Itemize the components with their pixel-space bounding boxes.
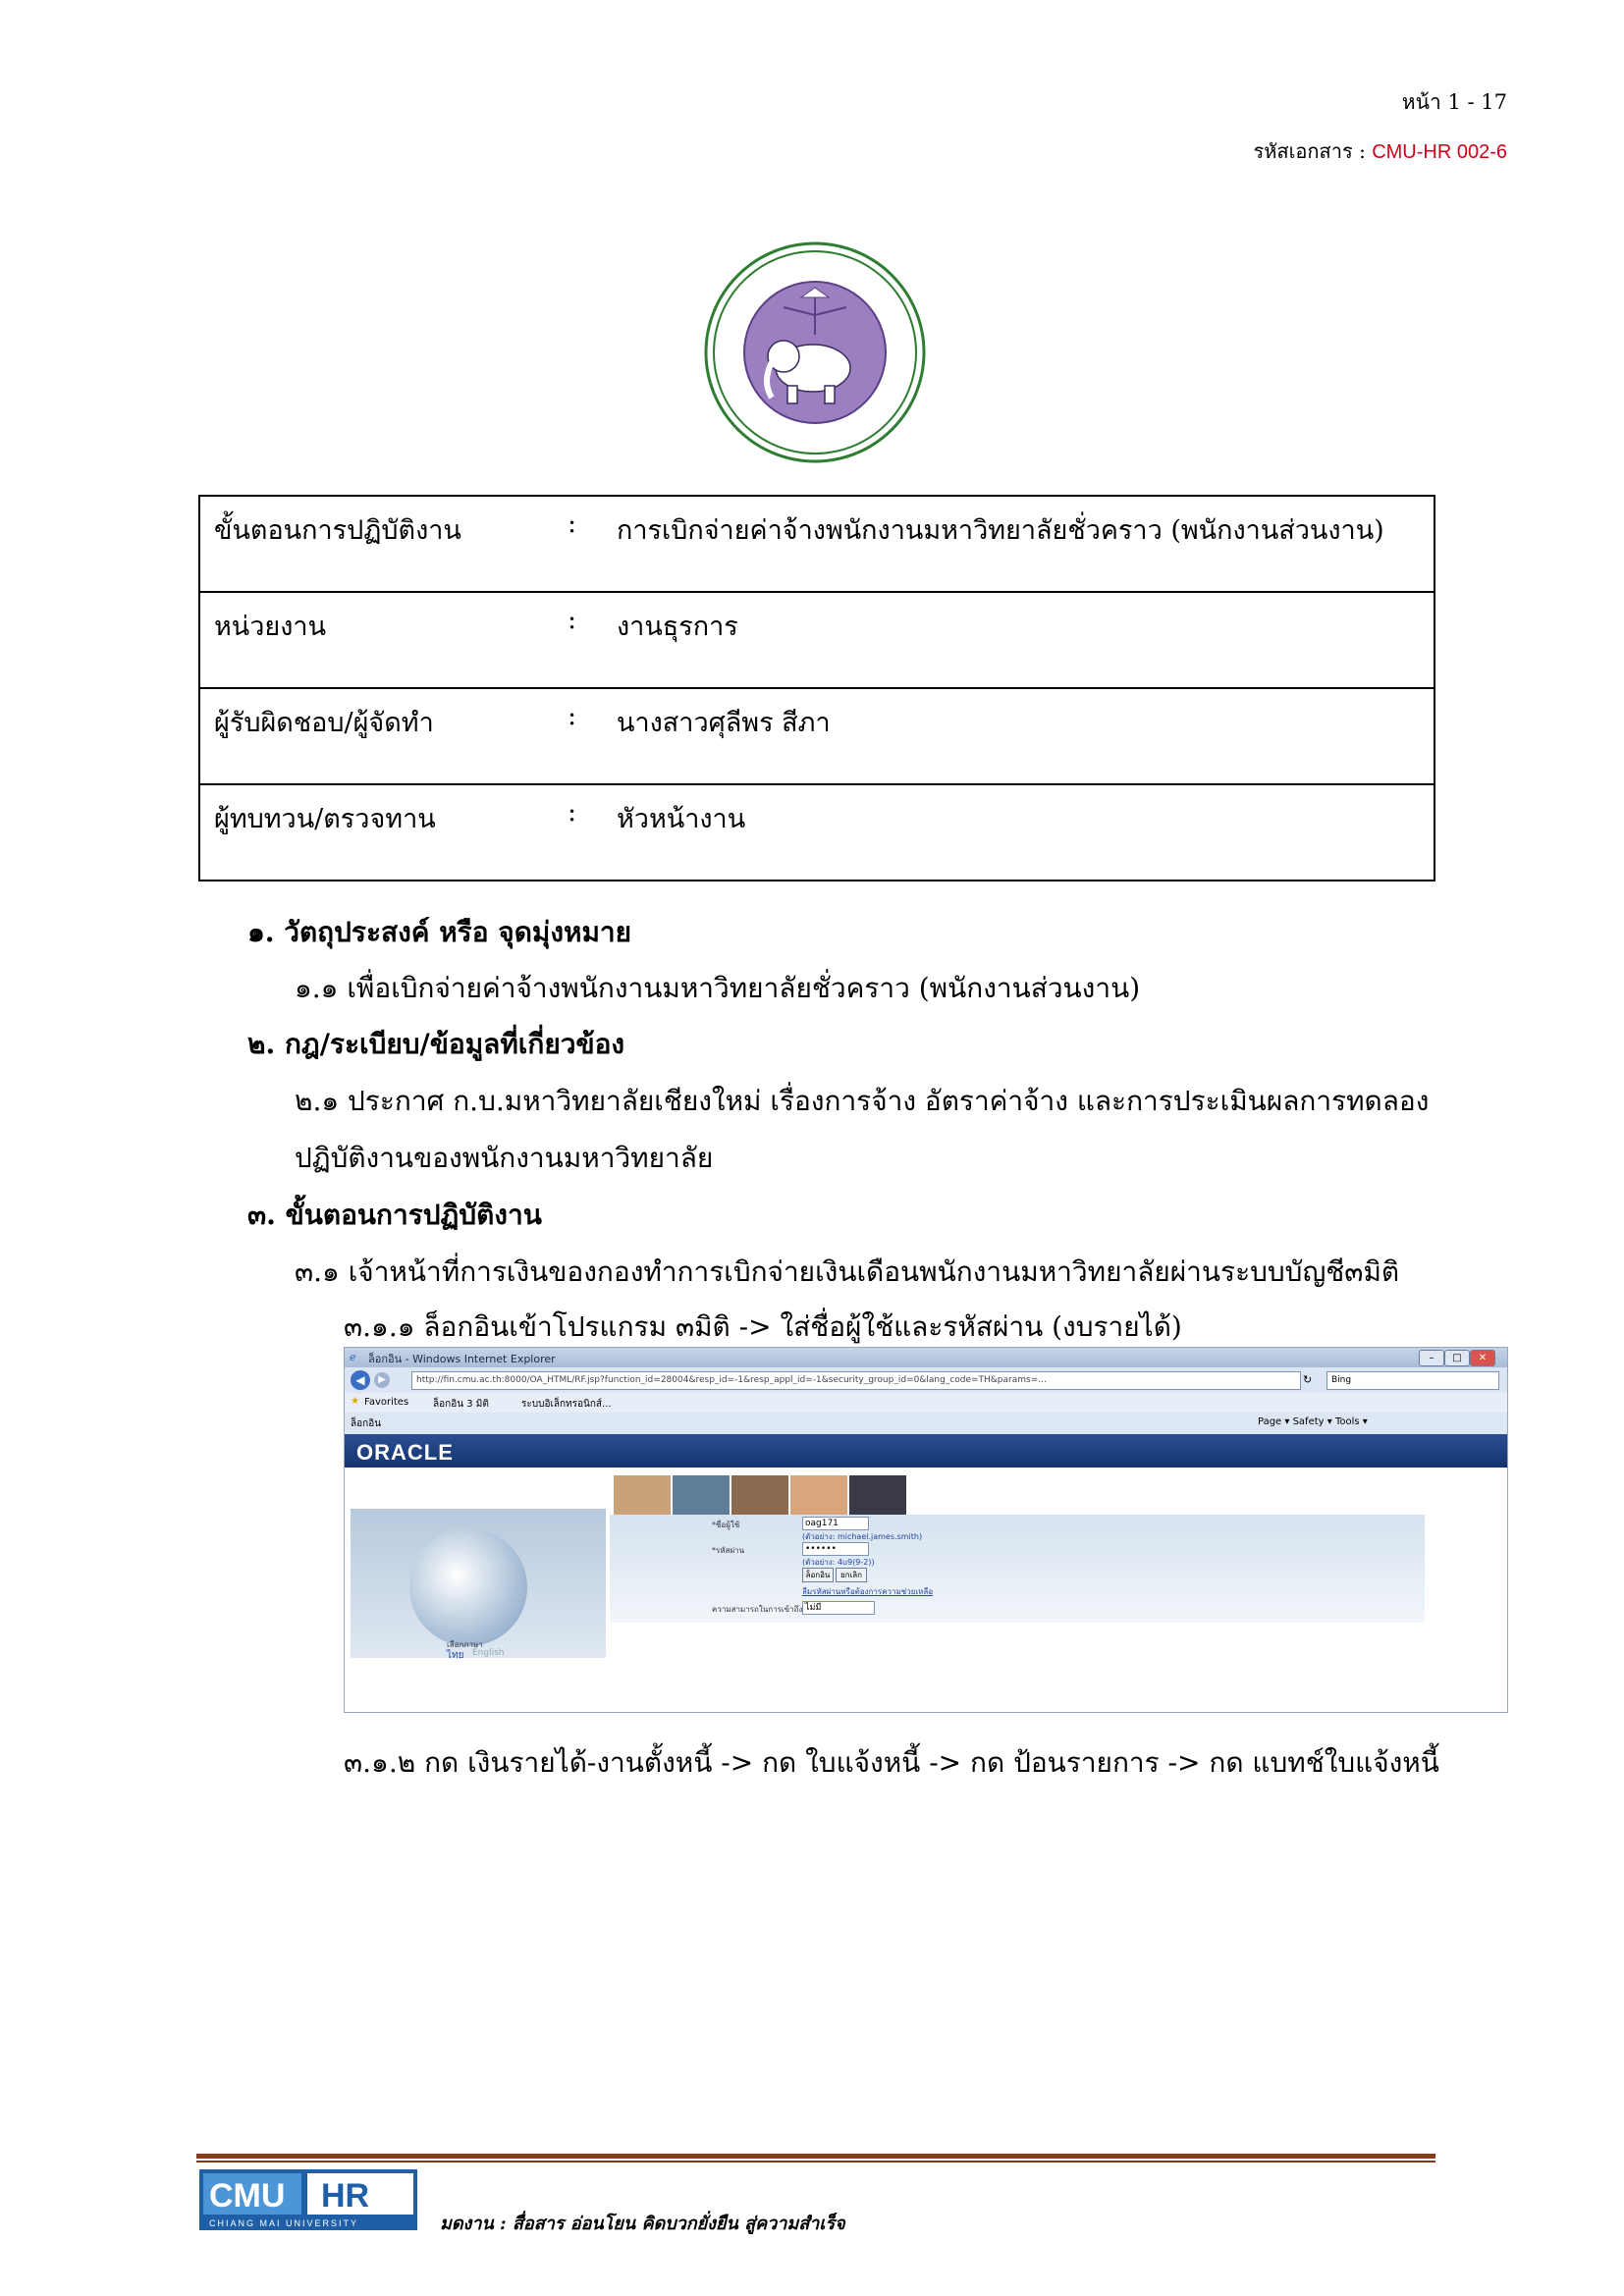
cancel-button[interactable]: ยกเลิก (836, 1568, 867, 1582)
address-bar-row (345, 1367, 1507, 1393)
password-hint: (ตัวอย่าง: 4u9(9-2)) (802, 1558, 875, 1567)
favorites-button[interactable]: Favorites (364, 1397, 409, 1408)
info-value: งานธุรการ (617, 612, 738, 642)
info-colon: : (568, 797, 577, 828)
refresh-icon[interactable]: ↻ (1303, 1373, 1313, 1386)
section-3-title: ๓. ขั้นตอนการปฏิบัติงาน (247, 1199, 542, 1231)
document-code-value: CMU-HR 002-6 (1372, 141, 1507, 163)
tab-bar (345, 1413, 1507, 1435)
banner-photo (614, 1475, 671, 1515)
section-3-1-1: ๓.๑.๑ ล็อกอินเข้าโปรแกรม ๓มิติ -> ใส่ชื่อผู้ใช้และรหัสผ่าน (งบรายได้) (344, 1310, 1182, 1343)
search-input[interactable]: Bing (1326, 1371, 1499, 1390)
info-colon: : (568, 701, 577, 731)
language-thai-link[interactable]: ไทย (447, 1650, 464, 1661)
section-2-title: ๒. กฎ/ระเบียบ/ข้อมูลที่เกี่ยวข้อง (247, 1028, 625, 1060)
accessibility-label: ความสามารถในการเข้าถึง (712, 1605, 803, 1614)
globe-image (351, 1509, 606, 1658)
page-number-value: 1 - 17 (1447, 90, 1507, 114)
info-row-procedure (199, 496, 1435, 592)
info-row-responsible (199, 688, 1435, 784)
tab-login[interactable]: ล็อกอิน (351, 1418, 382, 1429)
window-title: ล็อกอิน - Windows Internet Explorer (368, 1353, 556, 1365)
footer-rule-thin (196, 2161, 1435, 2163)
info-label: ผู้รับผิดชอบ/ผู้จัดทำ (214, 708, 434, 738)
section-2-1: ๒.๑ ประกาศ ก.บ.มหาวิทยาลัยเชียงใหม่ เรื่องการจ้าง อัตราค่าจ้าง และการประเมินผลการทดลอง (295, 1085, 1430, 1117)
star-icon: ★ (351, 1396, 359, 1407)
info-label: ขั้นตอนการปฏิบัติงาน (214, 515, 461, 546)
back-button[interactable]: ◀ (351, 1370, 370, 1390)
banner-photo (731, 1475, 788, 1515)
info-label: หน่วยงาน (214, 612, 327, 642)
favorites-bar (345, 1393, 1507, 1413)
username-input[interactable]: oag171 (802, 1517, 869, 1530)
maximize-button[interactable]: □ (1444, 1350, 1470, 1366)
info-colon: : (568, 605, 577, 635)
language-english-link[interactable]: English (472, 1648, 505, 1658)
username-label: *ชื่อผู้ใช้ (712, 1521, 740, 1529)
document-code (1253, 135, 1507, 167)
university-seal (703, 240, 927, 464)
info-label: ผู้ทบทวน/ตรวจทาน (214, 804, 436, 834)
document-code-label: รหัสเอกสาร : (1253, 139, 1366, 163)
page-label: หน้า (1401, 90, 1441, 114)
language-label: เลือกภาษา (447, 1640, 483, 1649)
svg-text:CHIANG MAI UNIVERSITY: CHIANG MAI UNIVERSITY (209, 2218, 359, 2228)
info-row-department (199, 592, 1435, 688)
section-2-1-cont: ปฏิบัติงานของพนักงานมหาวิทยาลัย (295, 1142, 714, 1174)
login-content (345, 1468, 1507, 1712)
address-input[interactable]: http://fin.cmu.ac.th:8000/OA_HTML/RF.jsp?function_id=28004&resp_id=-1&resp_appl_id=-1&security_group_id=0&lang_code=TH&params=... (411, 1371, 1301, 1390)
cmu-hr-logo (199, 2169, 417, 2230)
browser-titlebar (345, 1348, 1507, 1367)
section-1-title: ๑. วัตถุประสงค์ หรือ จุดมุ่งหมาย (247, 916, 632, 948)
favorite-item[interactable]: ล็อกอิน 3 มิติ (433, 1399, 489, 1410)
footer-motto: มดงาน : สื่อสาร อ่อนโยน คิดบวกยั่งยืน สู่ความสำเร็จ (440, 2214, 845, 2234)
svg-text:HR: HR (321, 2177, 370, 2215)
info-colon: : (568, 508, 577, 539)
favorite-item[interactable]: ระบบอิเล็กทรอนิกส์... (521, 1399, 612, 1410)
command-bar[interactable]: Page ▾ Safety ▾ Tools ▾ (1258, 1416, 1368, 1427)
section-3-1: ๓.๑ เจ้าหน้าที่การเงินของกองทำการเบิกจ่ายเงินเดือนพนักงานมหาวิทยาลัยผ่านระบบบัญชี๓มิติ (295, 1255, 1400, 1288)
banner-photo (673, 1475, 730, 1515)
page-number (1402, 86, 1507, 119)
password-label: *รหัสผ่าน (712, 1546, 745, 1555)
ie-icon: ℯ (350, 1351, 356, 1363)
section-3-1-2: ๓.๑.๒ กด เงินรายได้-งานตั้งหนี้ -> กด ใบแจ้งหนี้ -> กด ป้อนรายการ -> กด แบทช์ใบแจ้งหนี้ (344, 1746, 1439, 1779)
info-value: หัวหน้างาน (617, 804, 746, 834)
login-form (610, 1515, 1425, 1623)
svg-text:CMU: CMU (209, 2177, 286, 2215)
login-screenshot (344, 1347, 1508, 1713)
oracle-logo: ORACLE (356, 1440, 454, 1465)
username-hint: (ตัวอย่าง: michael.james.smith) (802, 1532, 923, 1541)
info-row-reviewer (199, 784, 1435, 881)
close-button[interactable]: ✕ (1470, 1350, 1495, 1366)
section-1-1: ๑.๑ เพื่อเบิกจ่ายค่าจ้างพนักงานมหาวิทยาลัยชั่วคราว (พนักงานส่วนงาน) (295, 972, 1141, 1004)
password-input[interactable]: •••••• (802, 1542, 869, 1556)
oracle-header (345, 1434, 1507, 1468)
forgot-password-link[interactable]: ลืมรหัสผ่านหรือต้องการความช่วยเหลือ (802, 1587, 934, 1596)
footer-rule (196, 2154, 1435, 2159)
accessibility-select[interactable]: ไม่มี (802, 1601, 875, 1615)
login-button[interactable]: ล็อกอิน (802, 1568, 834, 1582)
info-table (198, 495, 1435, 881)
minimize-button[interactable]: – (1419, 1350, 1444, 1366)
info-value: นางสาวศุลีพร สีภา (617, 708, 831, 738)
info-value: การเบิกจ่ายค่าจ้างพนักงานมหาวิทยาลัยชั่วคราว (พนักงานส่วนงาน) (617, 515, 1384, 546)
forward-button[interactable]: ▶ (374, 1372, 390, 1388)
banner-photo (849, 1475, 906, 1515)
banner-photo (790, 1475, 847, 1515)
